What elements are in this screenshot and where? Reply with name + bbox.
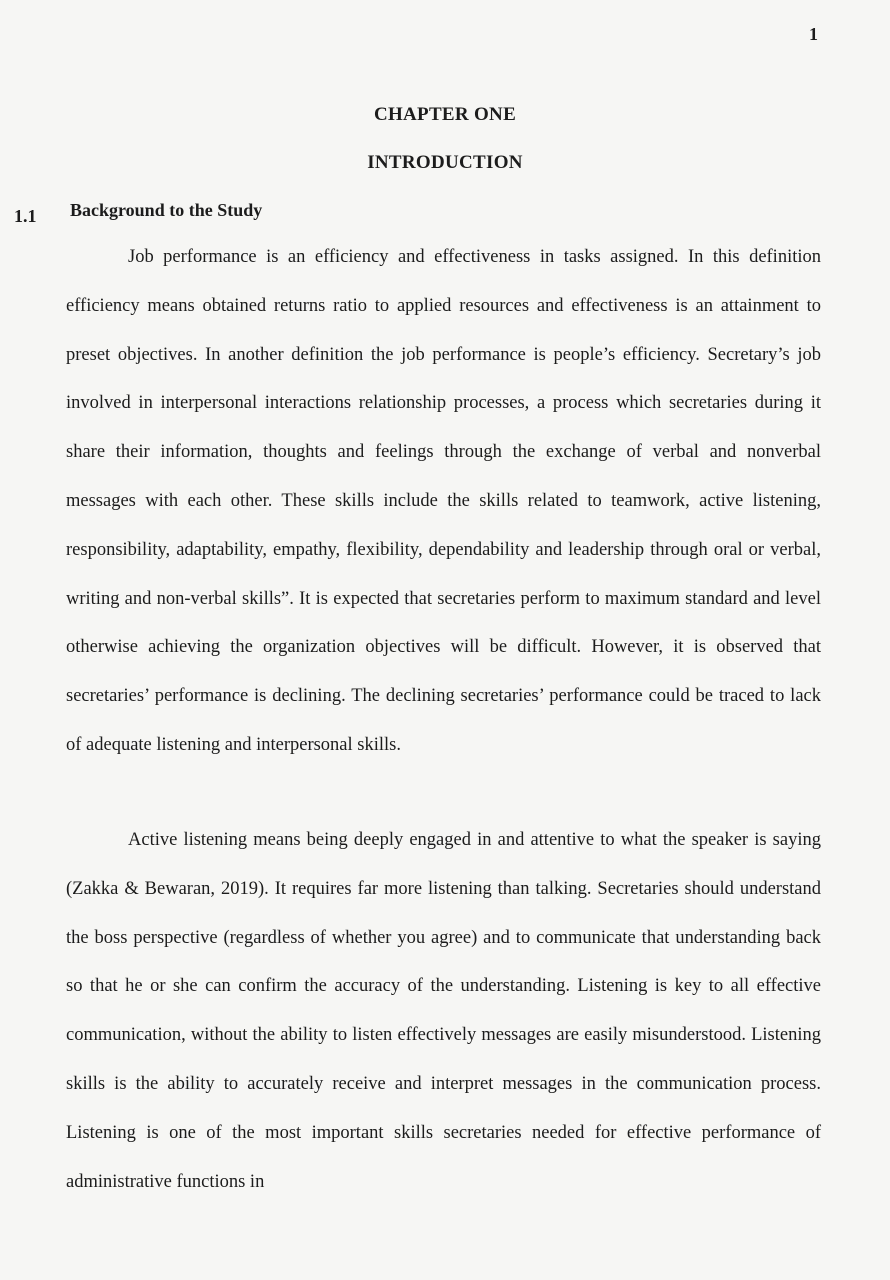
chapter-title: INTRODUCTION — [367, 152, 523, 173]
chapter-heading: CHAPTER ONE — [373, 104, 517, 125]
page-number: 1 — [809, 24, 818, 44]
section-title: Background to the Study — [70, 200, 263, 220]
paragraph — [66, 816, 821, 1206]
section-number: 1.1 — [14, 206, 37, 226]
paragraph — [66, 233, 821, 770]
paragraph-text: Job performance is an efficiency and effectiveness in tasks assigned. In this definition efficiency means obtained returns ratio to applied resources and effectiveness is an attainment to preset objectives. In another definition the job performance is people’s efficiency. Secretary’s job involved in interpersonal interactions relationship processes, a process which secretaries during it share their information, thoughts and feelings through the exchange of verbal and nonverbal messages with each other. These skills include the skills related to teamwork, active listening, responsibility, adaptability, empathy, flexibility, dependability and leadership through oral or verbal, writing and non-verbal skills”. It is expected that secretaries perform to maximum standard and level otherwise achieving the organization objectives will be difficult. However, it is observed that secretaries’ performance is declining. The declining secretaries’ performance could be traced to lack of adequate listening and interpersonal skills. — [66, 247, 821, 755]
paragraph-text: Active listening means being deeply engaged in and attentive to what the speaker is saying (Zakka & Bewaran, 2019). It requires far more listening than talking. Secretaries should understand the boss perspective (regardless of whether you agree) and to communicate that understanding back so that he or she can confirm the accuracy of the understanding. Listening is key to all effective communication, without the ability to listen effectively messages are easily misunderstood. Listening skills is the ability to accurately receive and interpret messages in the communication process. Listening is one of the most important skills secretaries needed for effective performance of administrative functions in — [66, 830, 821, 1192]
